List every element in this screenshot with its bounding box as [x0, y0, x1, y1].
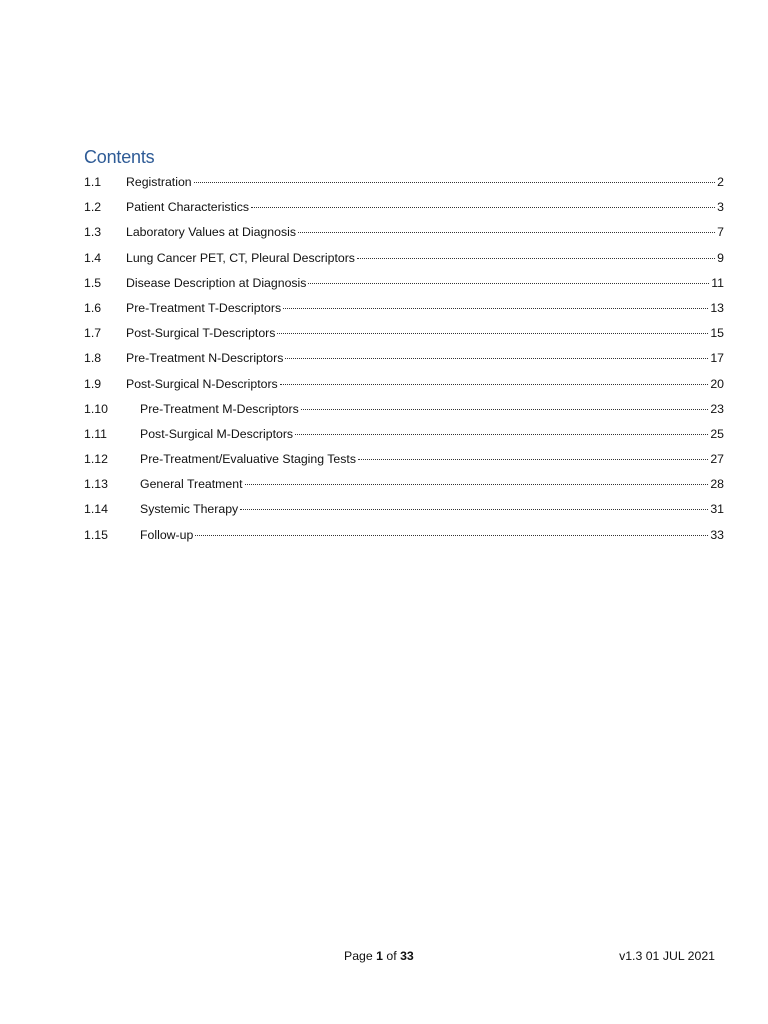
toc-entry-title: Registration: [126, 175, 192, 189]
toc-entry-page: 9: [717, 250, 724, 265]
toc-dot-leader: [251, 207, 715, 208]
toc-entry-title: Lung Cancer PET, CT, Pleural Descriptors: [126, 250, 355, 265]
toc-entry-page: 3: [717, 200, 724, 215]
footer-page-current: 1: [376, 949, 383, 963]
footer-page-total: 33: [400, 949, 414, 963]
toc-entry-title: Systemic Therapy: [140, 502, 239, 517]
toc-entry-page: 11: [711, 275, 724, 290]
toc-entry-page: 7: [717, 225, 724, 240]
toc-dot-leader: [245, 484, 709, 485]
toc-entry-number: 1.11: [84, 426, 108, 441]
toc-entry-title: Post-Surgical T-Descriptors: [126, 326, 276, 341]
toc-entry[interactable]: [84, 246, 724, 271]
toc-dot-leader: [195, 535, 708, 536]
toc-entry-page: 20: [710, 376, 724, 391]
toc-entry-title: Laboratory Values at Diagnosis: [126, 225, 296, 240]
toc-dot-leader: [285, 358, 708, 359]
toc-entry-number: 1.3: [84, 225, 102, 240]
toc-entry-number: 1.9: [84, 376, 102, 391]
toc-dot-leader: [358, 459, 708, 460]
toc-entry-page: 13: [710, 300, 724, 315]
toc-dot-leader: [283, 308, 708, 309]
toc-entry-title: Post-Surgical N-Descriptors: [126, 376, 278, 391]
toc-entry-page: 33: [710, 527, 724, 542]
toc-entry[interactable]: [84, 296, 724, 321]
toc-entry[interactable]: [84, 472, 724, 497]
toc-entry-title: Follow-up: [140, 527, 194, 542]
toc-entry[interactable]: [84, 447, 724, 472]
toc-entry-page: 27: [710, 452, 724, 467]
toc-entry-title: Pre-Treatment M-Descriptors: [140, 401, 299, 416]
toc-list: [84, 170, 724, 548]
toc-entry-number: 1.15: [84, 527, 108, 542]
toc-entry-number: 1.13: [84, 477, 108, 492]
toc-entry-page: 31: [710, 502, 724, 517]
toc-dot-leader: [194, 182, 716, 183]
toc-entry-number: 1.7: [84, 326, 102, 341]
toc-dot-leader: [298, 232, 715, 233]
toc-entry-number: 1.4: [84, 250, 102, 265]
toc-entry-title: Pre-Treatment/Evaluative Staging Tests: [140, 452, 356, 467]
toc-entry-page: 15: [710, 326, 724, 341]
toc-dot-leader: [308, 283, 709, 284]
toc-entry[interactable]: [84, 422, 724, 447]
toc-entry-number: 1.2: [84, 200, 102, 215]
toc-entry-page: 25: [710, 426, 724, 441]
toc-entry[interactable]: [84, 170, 724, 195]
footer-page-of: of: [386, 949, 397, 963]
toc-entry-page: 17: [710, 351, 724, 366]
toc-entry-title: Patient Characteristics: [126, 200, 250, 215]
toc-entry[interactable]: [84, 497, 724, 522]
toc-entry-number: 1.6: [84, 300, 102, 315]
toc-entry-title: General Treatment: [140, 477, 243, 492]
toc-entry-page: 2: [717, 175, 724, 189]
toc-entry[interactable]: [84, 523, 724, 548]
footer-version: v1.3 01 JUL 2021: [619, 949, 715, 963]
toc-dot-leader: [357, 258, 715, 259]
toc-entry-number: 1.10: [84, 401, 108, 416]
toc-entry-number: 1.12: [84, 452, 108, 467]
toc-entry-title: Pre-Treatment N-Descriptors: [126, 351, 284, 366]
toc-heading: Contents: [84, 147, 155, 167]
toc-entry-number: 1.1: [84, 175, 102, 189]
toc-entry[interactable]: [84, 397, 724, 422]
footer-page-number: [344, 949, 414, 963]
toc-entry-title: Post-Surgical M-Descriptors: [140, 426, 294, 441]
toc-entry[interactable]: [84, 195, 724, 220]
footer-page-prefix: Page: [344, 949, 373, 963]
toc-dot-leader: [295, 434, 708, 435]
toc-dot-leader: [280, 384, 709, 385]
toc-entry[interactable]: [84, 271, 724, 296]
toc-entry[interactable]: [84, 220, 724, 245]
toc-dot-leader: [301, 409, 709, 410]
toc-entry-title: Pre-Treatment T-Descriptors: [126, 300, 282, 315]
toc-entry-number: 1.8: [84, 351, 102, 366]
toc-entry-number: 1.14: [84, 502, 108, 517]
toc-dot-leader: [277, 333, 708, 334]
toc-entry-page: 23: [710, 401, 724, 416]
toc-dot-leader: [240, 509, 708, 510]
toc-entry[interactable]: [84, 372, 724, 397]
toc-entry-title: Disease Description at Diagnosis: [126, 275, 307, 290]
toc-entry-number: 1.5: [84, 275, 102, 290]
toc-entry[interactable]: [84, 321, 724, 346]
toc-entry[interactable]: [84, 346, 724, 371]
toc-entry-page: 28: [710, 477, 724, 492]
